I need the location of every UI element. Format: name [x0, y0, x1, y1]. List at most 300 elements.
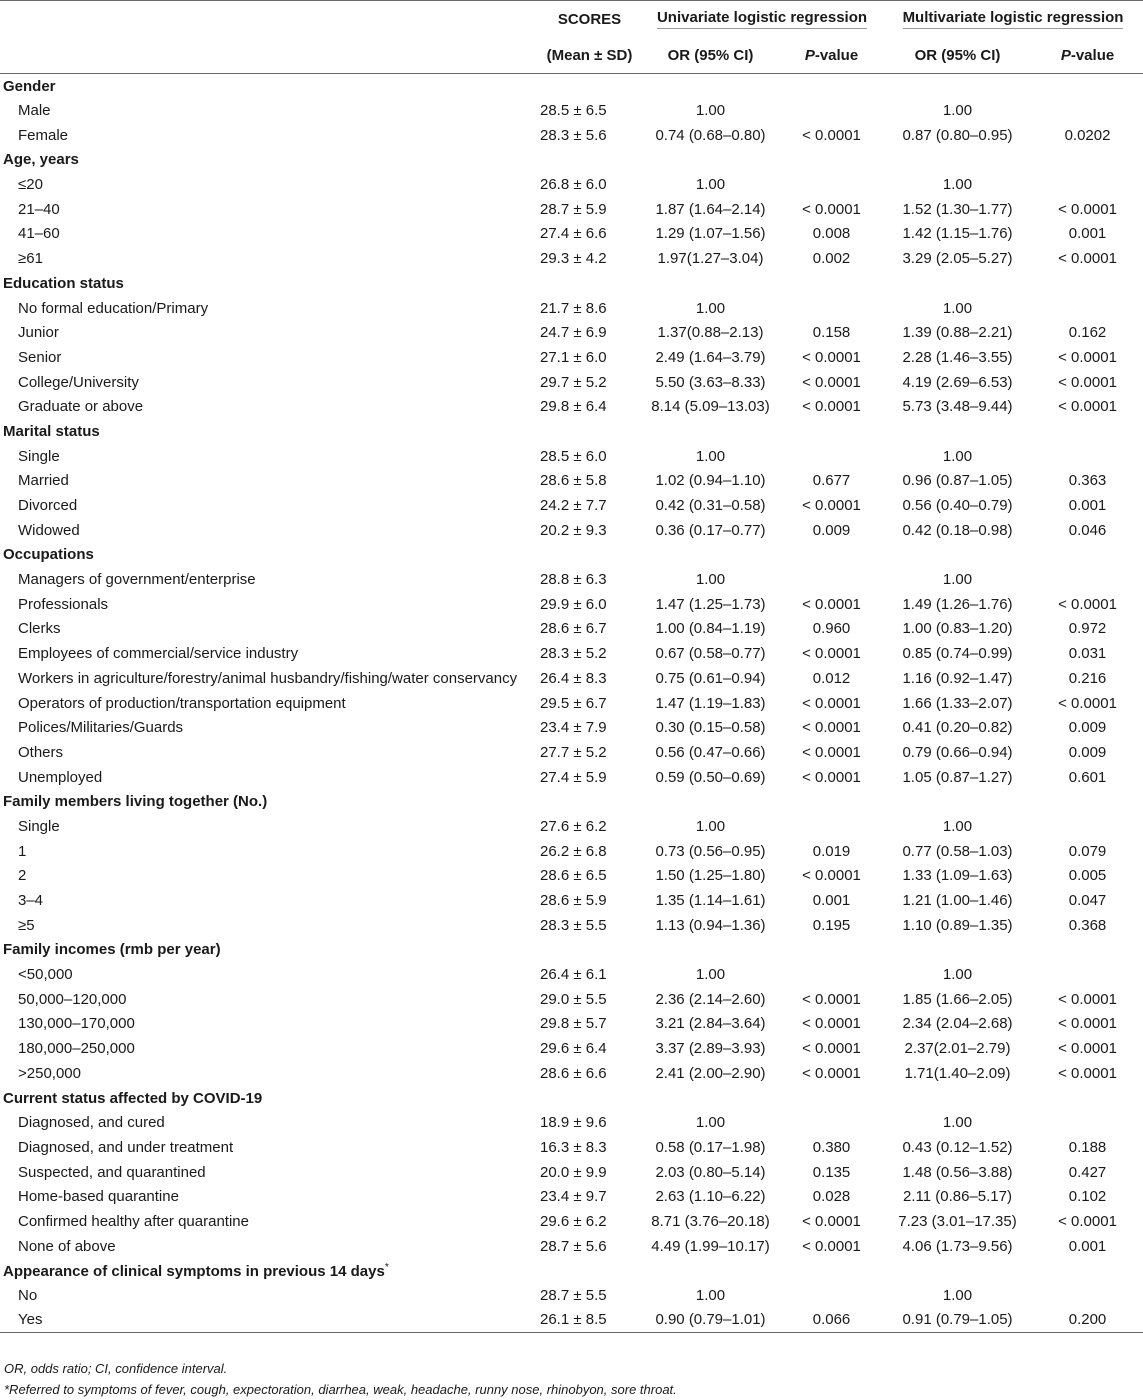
- table-row: [0, 1160, 1143, 1185]
- univariate-p-cell: < 0.0001: [802, 348, 861, 366]
- univariate-or-cell: 8.71 (3.76–20.18): [651, 1212, 770, 1230]
- univariate-or-cell: 0.75 (0.61–0.94): [655, 669, 766, 687]
- multivariate-p-cell: 0.216: [1068, 669, 1107, 687]
- row-label: 50,000–120,000: [18, 990, 127, 1008]
- univariate-p-cell: < 0.0001: [802, 719, 861, 737]
- category-label-text: Marital status: [3, 422, 100, 440]
- category-row: [0, 271, 1143, 296]
- row-label: Widowed: [18, 521, 80, 539]
- univariate-p-cell: < 0.0001: [802, 398, 861, 416]
- category-label-text: Family incomes (rmb per year): [3, 941, 221, 959]
- table-row: [0, 715, 1143, 740]
- multivariate-or-cell: 1.85 (1.66–2.05): [902, 990, 1013, 1008]
- header-uni-or: OR (95% CI): [667, 46, 754, 64]
- table-row: [0, 567, 1143, 592]
- row-label: >250,000: [18, 1064, 81, 1082]
- univariate-or-cell: 3.21 (2.84–3.64): [655, 1015, 766, 1033]
- univariate-or-cell: 8.14 (5.09–13.03): [651, 398, 770, 416]
- category-label: [0, 74, 1143, 99]
- univariate-or-cell: 2.03 (0.80–5.14): [655, 1163, 766, 1181]
- univariate-or-cell: 1.00: [695, 1114, 726, 1132]
- multivariate-p-cell: < 0.0001: [1058, 1015, 1117, 1033]
- multivariate-or-cell: 7.23 (3.01–17.35): [898, 1212, 1017, 1230]
- score-cell: 24.7 ± 6.9: [540, 324, 607, 342]
- univariate-p-cell: 0.960: [812, 620, 851, 638]
- multivariate-p-cell: 0.363: [1068, 472, 1107, 490]
- category-label: [0, 789, 1143, 814]
- category-row: [0, 74, 1143, 99]
- univariate-or-cell: 0.36 (0.17–0.77): [655, 521, 766, 539]
- multivariate-p-cell: [1032, 444, 1143, 469]
- row-label: 21–40: [18, 200, 60, 218]
- multivariate-p-cell: 0.102: [1068, 1188, 1107, 1206]
- table-row: [0, 1209, 1143, 1234]
- univariate-p-cell: [780, 814, 883, 839]
- row-label: Female: [18, 126, 69, 144]
- univariate-or-cell: 1.00: [695, 817, 726, 835]
- multivariate-or-cell: 1.00: [942, 102, 973, 120]
- multivariate-or-cell: 0.77 (0.58–1.03): [902, 842, 1013, 860]
- table-row: [0, 888, 1143, 913]
- row-label: Yes: [18, 1311, 43, 1329]
- multivariate-or-cell: 1.05 (0.87–1.27): [902, 768, 1013, 786]
- row-label: Single: [18, 817, 60, 835]
- multivariate-p-cell: 0.047: [1068, 892, 1107, 910]
- multivariate-p-cell: [1032, 98, 1143, 123]
- category-row: [0, 789, 1143, 814]
- table-row: [0, 814, 1143, 839]
- score-cell: 26.1 ± 8.5: [540, 1311, 607, 1329]
- multivariate-p-cell: 0.005: [1068, 867, 1107, 885]
- multivariate-or-cell: 1.16 (0.92–1.47): [902, 669, 1013, 687]
- row-label: No: [18, 1287, 38, 1305]
- multivariate-or-cell: 1.48 (0.56–3.88): [902, 1163, 1013, 1181]
- multivariate-p-cell: 0.079: [1068, 842, 1107, 860]
- score-cell: 20.2 ± 9.3: [540, 521, 607, 539]
- univariate-or-cell: 1.87 (1.64–2.14): [655, 200, 766, 218]
- multivariate-or-cell: 3.29 (2.05–5.27): [902, 250, 1013, 268]
- multivariate-or-cell: 0.42 (0.18–0.98): [902, 521, 1013, 539]
- table-row: [0, 370, 1143, 395]
- row-label: Suspected, and quarantined: [18, 1163, 206, 1181]
- univariate-p-cell: 0.135: [812, 1163, 851, 1181]
- multivariate-p-cell: < 0.0001: [1058, 1040, 1117, 1058]
- univariate-or-cell: 1.02 (0.94–1.10): [655, 472, 766, 490]
- univariate-or-cell: 1.00: [695, 447, 726, 465]
- univariate-or-cell: 5.50 (3.63–8.33): [655, 373, 766, 391]
- multivariate-p-cell: 0.0202: [1064, 126, 1111, 144]
- score-cell: 29.6 ± 6.4: [540, 1040, 607, 1058]
- table-body: [0, 74, 1143, 1333]
- multivariate-or-cell: 0.87 (0.80–0.95): [902, 126, 1013, 144]
- score-cell: 21.7 ± 8.6: [540, 299, 607, 317]
- multivariate-p-cell: 0.009: [1068, 743, 1107, 761]
- category-label-text: Family members living together (No.): [3, 793, 268, 811]
- multivariate-p-cell: 0.200: [1068, 1311, 1107, 1329]
- multivariate-p-cell: [1032, 172, 1143, 197]
- multivariate-or-cell: 1.66 (1.33–2.07): [902, 694, 1013, 712]
- score-cell: 29.6 ± 6.2: [540, 1212, 607, 1230]
- row-label: <50,000: [18, 966, 73, 984]
- table-row: [0, 1135, 1143, 1160]
- univariate-or-cell: 0.73 (0.56–0.95): [655, 842, 766, 860]
- univariate-or-cell: 1.00: [695, 299, 726, 317]
- table-row: [0, 913, 1143, 938]
- multivariate-or-cell: 1.00: [942, 1287, 973, 1305]
- row-label: ≤20: [18, 176, 43, 194]
- table-row: [0, 123, 1143, 148]
- score-cell: 29.3 ± 4.2: [540, 250, 607, 268]
- multivariate-p-cell: < 0.0001: [1058, 990, 1117, 1008]
- score-cell: 16.3 ± 8.3: [540, 1138, 607, 1156]
- header-uni-p: [780, 37, 883, 74]
- univariate-p-cell: [780, 567, 883, 592]
- univariate-or-cell: 0.59 (0.50–0.69): [655, 768, 766, 786]
- univariate-p-cell: < 0.0001: [802, 373, 861, 391]
- table-row: [0, 839, 1143, 864]
- univariate-or-cell: 0.56 (0.47–0.66): [655, 743, 766, 761]
- table-row: [0, 592, 1143, 617]
- score-cell: 26.4 ± 8.3: [540, 669, 607, 687]
- multivariate-p-cell: < 0.0001: [1058, 250, 1117, 268]
- category-label-text: Education status: [3, 274, 124, 292]
- header-multivariate-title: Multivariate logistic regression: [903, 9, 1124, 29]
- score-cell: 29.9 ± 6.0: [540, 595, 607, 613]
- multivariate-p-cell: < 0.0001: [1058, 1064, 1117, 1082]
- header-multi-p: [1032, 37, 1143, 74]
- univariate-p-cell: [780, 1110, 883, 1135]
- table-row: [0, 666, 1143, 691]
- score-cell: 28.7 ± 5.6: [540, 1237, 607, 1255]
- multivariate-p-cell: 0.031: [1068, 645, 1107, 663]
- univariate-p-cell: 0.028: [812, 1188, 851, 1206]
- row-label: Home-based quarantine: [18, 1188, 179, 1206]
- header-univariate-title: Univariate logistic regression: [657, 9, 867, 29]
- table-row: [0, 172, 1143, 197]
- table-row: [0, 197, 1143, 222]
- table-notes: [4, 1358, 677, 1400]
- table-row: [0, 345, 1143, 370]
- footnote-marker: *: [384, 1261, 389, 1273]
- table-row: [0, 617, 1143, 642]
- score-cell: 20.0 ± 9.9: [540, 1163, 607, 1181]
- score-cell: 23.4 ± 7.9: [540, 719, 607, 737]
- table-row: [0, 1283, 1143, 1308]
- univariate-p-cell: < 0.0001: [802, 497, 861, 515]
- row-label: Employees of commercial/service industry: [18, 645, 299, 663]
- multivariate-p-cell: < 0.0001: [1058, 694, 1117, 712]
- table-row: [0, 469, 1143, 494]
- univariate-or-cell: 2.63 (1.10–6.22): [655, 1188, 766, 1206]
- table-row: [0, 641, 1143, 666]
- univariate-or-cell: 1.37(0.88–2.13): [657, 324, 764, 342]
- header-multivariate: [883, 1, 1143, 38]
- multivariate-p-cell: [1032, 962, 1143, 987]
- header-scores: SCORES: [557, 10, 622, 28]
- abbreviation-note: OR, odds ratio; CI, confidence interval.: [4, 1361, 228, 1376]
- row-label: Professionals: [18, 595, 109, 613]
- multivariate-or-cell: 1.71(1.40–2.09): [904, 1064, 1011, 1082]
- univariate-p-cell: 0.002: [812, 250, 851, 268]
- multivariate-or-cell: 1.21 (1.00–1.46): [902, 892, 1013, 910]
- score-cell: 28.6 ± 5.8: [540, 472, 607, 490]
- multivariate-p-cell: < 0.0001: [1058, 348, 1117, 366]
- table-row: [0, 864, 1143, 889]
- category-label-text: Occupations: [3, 546, 94, 564]
- multivariate-or-cell: 1.49 (1.26–1.76): [902, 595, 1013, 613]
- row-label: 1: [18, 842, 27, 860]
- header-scores-sub: (Mean ± SD): [546, 46, 633, 64]
- multivariate-p-cell: 0.001: [1068, 497, 1107, 515]
- header-blank-2: [0, 37, 538, 74]
- category-row: [0, 419, 1143, 444]
- multivariate-p-cell: 0.427: [1068, 1163, 1107, 1181]
- row-label: Junior: [18, 324, 59, 342]
- score-cell: 28.7 ± 5.5: [540, 1287, 607, 1305]
- multivariate-or-cell: 1.00: [942, 447, 973, 465]
- multivariate-or-cell: 1.00 (0.83–1.20): [902, 620, 1013, 638]
- univariate-or-cell: 0.58 (0.17–1.98): [655, 1138, 766, 1156]
- multivariate-or-cell: 0.96 (0.87–1.05): [902, 472, 1013, 490]
- multivariate-or-cell: 5.73 (3.48–9.44): [902, 398, 1013, 416]
- row-label: Single: [18, 447, 60, 465]
- multivariate-or-cell: 1.33 (1.09–1.63): [902, 867, 1013, 885]
- category-row: [0, 148, 1143, 173]
- multivariate-p-cell: [1032, 296, 1143, 321]
- row-label: College/University: [18, 373, 139, 391]
- score-cell: 26.8 ± 6.0: [540, 176, 607, 194]
- univariate-p-cell: < 0.0001: [802, 1064, 861, 1082]
- row-label: ≥61: [18, 250, 43, 268]
- univariate-p-cell: < 0.0001: [802, 645, 861, 663]
- univariate-p-cell: < 0.0001: [802, 867, 861, 885]
- table-row: [0, 222, 1143, 247]
- score-cell: 29.8 ± 5.7: [540, 1015, 607, 1033]
- score-cell: 27.6 ± 6.2: [540, 817, 607, 835]
- multivariate-p-cell: [1032, 567, 1143, 592]
- score-cell: 28.5 ± 6.5: [540, 102, 607, 120]
- multivariate-or-cell: 0.43 (0.12–1.52): [902, 1138, 1013, 1156]
- table-row: [0, 296, 1143, 321]
- category-label: [0, 1259, 1143, 1284]
- row-label: Clerks: [18, 620, 61, 638]
- univariate-p-cell: 0.019: [812, 842, 851, 860]
- univariate-p-cell: 0.066: [812, 1311, 851, 1329]
- score-cell: 29.5 ± 6.7: [540, 694, 607, 712]
- univariate-or-cell: 2.36 (2.14–2.60): [655, 990, 766, 1008]
- score-cell: 28.3 ± 5.6: [540, 126, 607, 144]
- univariate-or-cell: 3.37 (2.89–3.93): [655, 1040, 766, 1058]
- row-label: Polices/Militaries/Guards: [18, 719, 184, 737]
- univariate-p-cell: < 0.0001: [802, 743, 861, 761]
- univariate-or-cell: 1.13 (0.94–1.36): [655, 916, 766, 934]
- univariate-or-cell: 1.00: [695, 102, 726, 120]
- category-label: [0, 271, 1143, 296]
- header-blank: [0, 1, 538, 38]
- row-label: Others: [18, 743, 64, 761]
- univariate-p-cell: < 0.0001: [802, 768, 861, 786]
- row-label: None of above: [18, 1237, 116, 1255]
- table-row: [0, 691, 1143, 716]
- table-row: [0, 98, 1143, 123]
- score-cell: 29.8 ± 6.4: [540, 398, 607, 416]
- univariate-p-cell: [780, 172, 883, 197]
- row-label: Male: [18, 102, 51, 120]
- multivariate-or-cell: 4.06 (1.73–9.56): [902, 1237, 1013, 1255]
- univariate-or-cell: 4.49 (1.99–10.17): [651, 1237, 770, 1255]
- score-cell: 28.8 ± 6.3: [540, 571, 607, 589]
- score-cell: 26.4 ± 6.1: [540, 966, 607, 984]
- multivariate-or-cell: 0.79 (0.66–0.94): [902, 743, 1013, 761]
- category-row: [0, 938, 1143, 963]
- score-cell: 28.7 ± 5.9: [540, 200, 607, 218]
- table-row: [0, 518, 1143, 543]
- multivariate-or-cell: 1.39 (0.88–2.21): [902, 324, 1013, 342]
- univariate-p-cell: < 0.0001: [802, 1040, 861, 1058]
- row-label: Senior: [18, 348, 62, 366]
- category-label-text: Appearance of clinical symptoms in previous 14 days: [3, 1262, 385, 1280]
- row-label: 41–60: [18, 225, 60, 243]
- univariate-or-cell: 1.35 (1.14–1.61): [655, 892, 766, 910]
- score-cell: 29.7 ± 5.2: [540, 373, 607, 391]
- multivariate-p-cell: < 0.0001: [1058, 1212, 1117, 1230]
- multivariate-or-cell: 1.52 (1.30–1.77): [902, 200, 1013, 218]
- univariate-p-cell: 0.380: [812, 1138, 851, 1156]
- header-multi-or: OR (95% CI): [914, 46, 1001, 64]
- table-row: [0, 394, 1143, 419]
- univariate-or-cell: 1.50 (1.25–1.80): [655, 867, 766, 885]
- multivariate-or-cell: 1.00: [942, 817, 973, 835]
- table-row: [0, 493, 1143, 518]
- category-row: [0, 543, 1143, 568]
- table-row: [0, 962, 1143, 987]
- table-row: [0, 1036, 1143, 1061]
- univariate-or-cell: 2.41 (2.00–2.90): [655, 1064, 766, 1082]
- univariate-p-cell: < 0.0001: [802, 1212, 861, 1230]
- univariate-or-cell: 1.00 (0.84–1.19): [655, 620, 766, 638]
- multivariate-or-cell: 2.34 (2.04–2.68): [902, 1015, 1013, 1033]
- score-cell: 27.1 ± 6.0: [540, 348, 607, 366]
- score-cell: 28.6 ± 6.5: [540, 867, 607, 885]
- multivariate-or-cell: 1.42 (1.15–1.76): [902, 225, 1013, 243]
- score-cell: 28.6 ± 5.9: [540, 892, 607, 910]
- header-multi-p-italic: P: [1060, 46, 1071, 64]
- row-label: Divorced: [18, 497, 78, 515]
- row-label: 2: [18, 867, 27, 885]
- score-cell: 18.9 ± 9.6: [540, 1114, 607, 1132]
- univariate-or-cell: 0.30 (0.15–0.58): [655, 719, 766, 737]
- univariate-p-cell: 0.012: [812, 669, 851, 687]
- score-cell: 28.3 ± 5.5: [540, 916, 607, 934]
- multivariate-or-cell: 0.56 (0.40–0.79): [902, 497, 1013, 515]
- row-label: No formal education/Primary: [18, 299, 209, 317]
- univariate-p-cell: 0.677: [812, 472, 851, 490]
- header-uni-p-rest: -value: [814, 46, 859, 64]
- table-row: [0, 1234, 1143, 1259]
- table-row: [0, 1308, 1143, 1333]
- table-row: [0, 1012, 1143, 1037]
- univariate-p-cell: [780, 296, 883, 321]
- multivariate-p-cell: < 0.0001: [1058, 200, 1117, 218]
- table-header: [0, 1, 1143, 74]
- multivariate-p-cell: 0.009: [1068, 719, 1107, 737]
- multivariate-p-cell: [1032, 1283, 1143, 1308]
- category-label: [0, 419, 1143, 444]
- univariate-or-cell: 1.47 (1.25–1.73): [655, 595, 766, 613]
- category-label-text: Gender: [3, 77, 56, 95]
- score-cell: 24.2 ± 7.7: [540, 497, 607, 515]
- score-cell: 27.4 ± 5.9: [540, 768, 607, 786]
- row-label: Married: [18, 472, 69, 490]
- univariate-p-cell: < 0.0001: [802, 1015, 861, 1033]
- row-label: Unemployed: [18, 768, 103, 786]
- multivariate-p-cell: 0.368: [1068, 916, 1107, 934]
- multivariate-p-cell: [1032, 814, 1143, 839]
- univariate-or-cell: 2.49 (1.64–3.79): [655, 348, 766, 366]
- univariate-p-cell: < 0.0001: [802, 694, 861, 712]
- row-label: ≥5: [18, 916, 35, 934]
- table-row: [0, 246, 1143, 271]
- multivariate-or-cell: 1.00: [942, 571, 973, 589]
- univariate-p-cell: < 0.0001: [802, 595, 861, 613]
- category-label-text: Age, years: [3, 151, 79, 169]
- table-row: [0, 765, 1143, 790]
- univariate-p-cell: [780, 962, 883, 987]
- category-row: [0, 1086, 1143, 1111]
- univariate-p-cell: [780, 444, 883, 469]
- row-label: 180,000–250,000: [18, 1040, 135, 1058]
- table-row: [0, 1061, 1143, 1086]
- univariate-p-cell: 0.008: [812, 225, 851, 243]
- multivariate-or-cell: 0.91 (0.79–1.05): [902, 1311, 1013, 1329]
- header-uni-p-italic: P: [804, 46, 815, 64]
- univariate-p-cell: 0.001: [812, 892, 851, 910]
- univariate-p-cell: < 0.0001: [802, 126, 861, 144]
- row-label: Confirmed healthy after quarantine: [18, 1212, 249, 1230]
- category-label: [0, 1086, 1143, 1111]
- multivariate-p-cell: 0.188: [1068, 1138, 1107, 1156]
- multivariate-p-cell: 0.972: [1068, 620, 1107, 638]
- score-cell: 28.6 ± 6.7: [540, 620, 607, 638]
- table-row: [0, 1110, 1143, 1135]
- score-cell: 28.6 ± 6.6: [540, 1064, 607, 1082]
- univariate-p-cell: < 0.0001: [802, 1237, 861, 1255]
- multivariate-or-cell: 1.00: [942, 176, 973, 194]
- category-label: [0, 148, 1143, 173]
- table-row: [0, 740, 1143, 765]
- univariate-or-cell: 0.90 (0.79–1.01): [655, 1311, 766, 1329]
- multivariate-p-cell: 0.046: [1068, 521, 1107, 539]
- univariate-p-cell: < 0.0001: [802, 990, 861, 1008]
- univariate-or-cell: 1.00: [695, 1287, 726, 1305]
- score-cell: 26.2 ± 6.8: [540, 842, 607, 860]
- univariate-or-cell: 0.42 (0.31–0.58): [655, 497, 766, 515]
- score-cell: 27.4 ± 6.6: [540, 225, 607, 243]
- row-label: Diagnosed, and under treatment: [18, 1138, 234, 1156]
- multivariate-or-cell: 1.10 (0.89–1.35): [902, 916, 1013, 934]
- multivariate-p-cell: 0.601: [1068, 768, 1107, 786]
- table-row: [0, 1184, 1143, 1209]
- univariate-p-cell: [780, 1283, 883, 1308]
- multivariate-or-cell: 4.19 (2.69–6.53): [902, 373, 1013, 391]
- score-cell: 23.4 ± 9.7: [540, 1188, 607, 1206]
- univariate-or-cell: 1.00: [695, 176, 726, 194]
- row-label: 130,000–170,000: [18, 1015, 135, 1033]
- univariate-or-cell: 1.97(1.27–3.04): [657, 250, 764, 268]
- multivariate-p-cell: [1032, 1110, 1143, 1135]
- category-label: [0, 543, 1143, 568]
- multivariate-p-cell: < 0.0001: [1058, 398, 1117, 416]
